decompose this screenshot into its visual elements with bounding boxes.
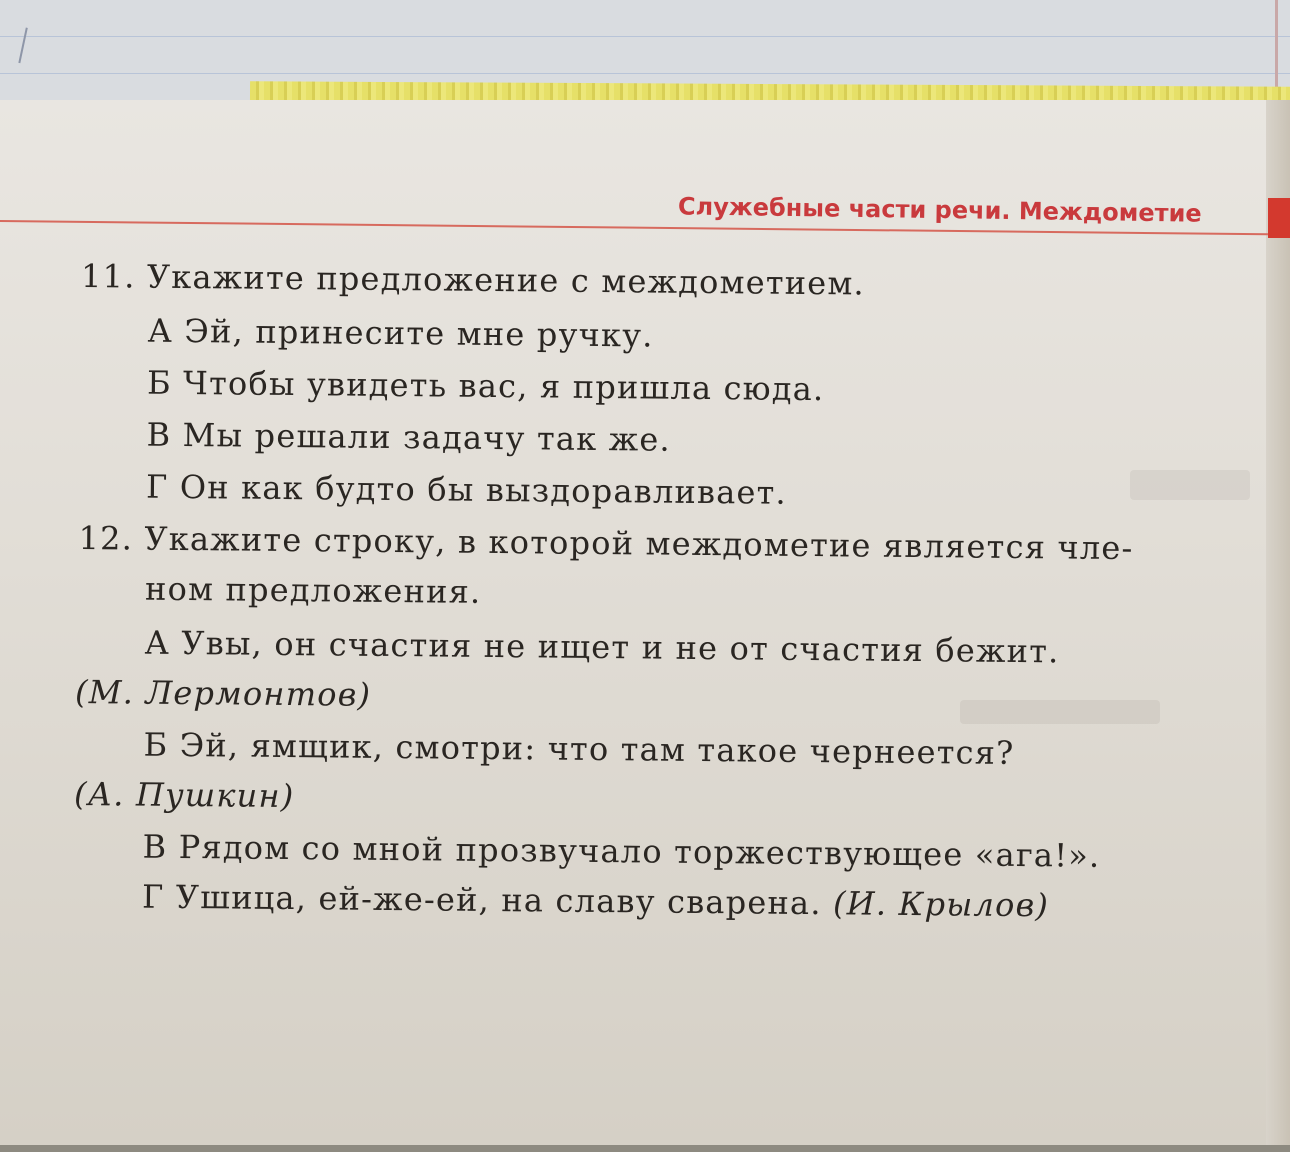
exercise-content (0, 94, 1290, 1151)
question-11-option-b (147, 364, 825, 409)
question-prompt: Укажите строку, в которой междометие является чле- (144, 519, 1134, 568)
question-12-option-c (142, 828, 1100, 875)
option-text: Мы решали задачу так же. (182, 415, 672, 459)
option-text: Эй, ямщик, смотри: что там такое чернеется? (179, 725, 1015, 772)
option-text: Ушица, ей-же-ей, на славу сварена. (175, 877, 822, 923)
option-letter: Б (146, 363, 172, 402)
option-text: Эй, принесите мне ручку. (184, 311, 654, 355)
question-number: 12. (78, 518, 134, 558)
question-number: 11. (80, 257, 136, 296)
option-letter: А (147, 311, 174, 350)
option-letter: В (146, 415, 172, 454)
option-letter: Г (141, 877, 165, 916)
section-header-title: Служебные части речи. Междометие (677, 192, 1202, 228)
option-letter: В (142, 827, 168, 866)
option-letter: Г (145, 467, 169, 506)
question-11-option-d (146, 468, 787, 512)
option-text: Чтобы увидеть вас, я пришла сюда. (182, 363, 825, 409)
option-letter: Б (143, 725, 169, 764)
question-11-option-c (146, 416, 671, 459)
option-letter: А (144, 623, 171, 662)
question-12-option-d (142, 878, 1049, 925)
question-12-option-a-author: (М. Лермонтов) (74, 672, 372, 714)
question-11-option-a (147, 312, 653, 355)
option-author: (И. Крылов) (832, 884, 1050, 925)
question-12-prompt-line2: ном предложения. (144, 569, 482, 611)
option-text: Он как будто бы выздоравливает. (179, 467, 788, 512)
option-text: Рядом со мной прозвучало торжествующее «ага!». (178, 827, 1101, 875)
question-12-option-a (144, 624, 1059, 671)
question-prompt: Укажите предложение с междометием. (146, 257, 866, 303)
question-12-option-b (143, 726, 1014, 772)
question-12-option-b-author: (А. Пушкин) (73, 774, 295, 816)
option-text: Увы, он счастия не ищет и не от счастия бежит. (181, 623, 1060, 671)
book-page (0, 100, 1290, 1145)
question-11-prompt (81, 257, 865, 303)
question-12-prompt-line1 (78, 519, 1133, 567)
